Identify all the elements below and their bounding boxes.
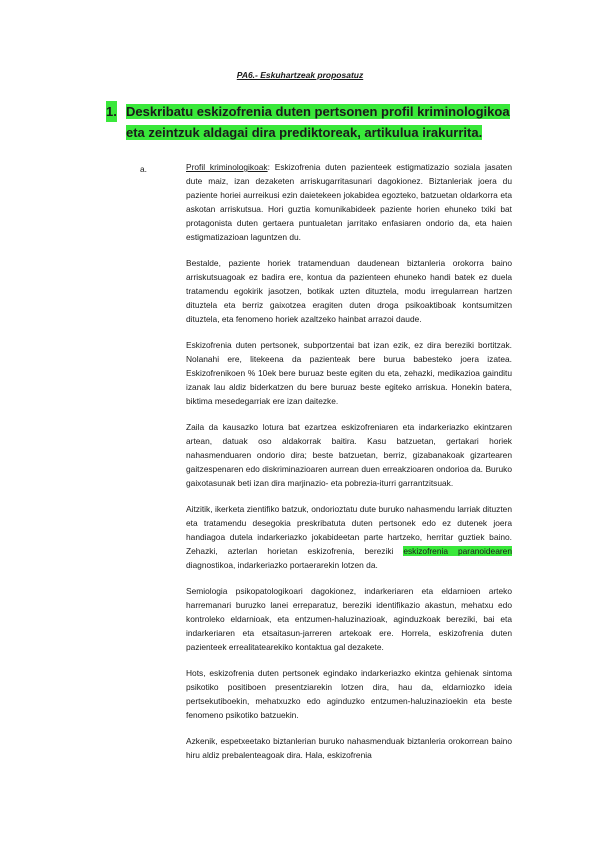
paragraph: Bestalde, paziente horiek tratamenduan daudenean biztanleria orokorra baino arriskutsuagoak ez badira ere, kontua da pazienteen ehuneko handi batek ez duela tratamendu egokirik jasotzen, botikak uzten dituztela, modu irregularrean hartzen dituztela eta berriz gaixotzea eragiten duten droga psikoaktiboak kontsumitzen dituztela, eta fenomeno horiek azaltzeko hainbat arrazoi daude. [186,258,512,324]
paragraph: Profil kriminologikoak: Eskizofrenia duten pazienteek estigmatizazio soziala jasaten dute maiz, izan dezaketen arriskugarritasunari dagokionez. Biztanleriak joera du paziente horiei aurreikusi ezin daietekeen jokabidea egozteko, batzuetan oldarkorra eta askotan arriskutsua. Hori guztia komunikabideek paziente horien ehuneko txiki bat protagonista duten gertaera puntualetan jarritako enfasiaren ondorio da, eta haien estigmatizazioan laguntzen du. [186,162,512,242]
paragraph: Azkenik, espetxeetako biztanlerian buruko nahasmenduak biztanleria orokorrean baino hiru aldiz prebalenteagoak dira. Hala, eskizofrenia [186,736,512,760]
paragraph: Semiologia psikopatologikoari dagokionez, indarkeriaren eta eldarnioen arteko harremanari buruzko lanei erreparatuz, bereziki identifikazio akastun, mehatxu edo kontroleko eldarnioak, eta entzumen-haluzinazioak, aginduzkoak bereziki, bai eta indarkeriaren eta etsaitasun-jarreren artekoak ere. Horrela, eskizofrenia duten pazienteek errealitatearekiko kontaktua gal dezakete. [186,586,512,652]
list-marker: a. [140,164,147,174]
paragraph: Zaila da kausazko lotura bat ezartzea eskizofreniaren eta indarkeriazko ekintzaren artean, datuak oso aldakorrak baitira. Kasu batzuetan, gertakari horiek nahasmenduaren ondorio dira; beste batzuetan, berriz, gizabanakoak gizartearen gaitzespenaren edo diskriminazioaren aurrean duen erreakzioaren ondorioa da. Buruko gaixotasunak beti izan dira marjinazio- eta pobrezia-iturri garrantzitsuak. [186,422,512,488]
document-title: PA6.- Eskuhartzeak proposatuz [236,70,364,80]
paragraph: Aitzitik, ikerketa zientifiko batzuk, ondorioztatu dute buruko nahasmendu larriak dituzten eta tratamendu desegokia preskribatuta duten pertsonek edo ez dutenek joera handiagoa dutela indarkeriazko jokabideetan parte hartzeko, herritar guztiek baino. Zehazki, azterlan horietan eskizofrenia, bereziki eskizofrenia paranoidearen diagnostikoa, indarkeriazko portaerarekin lotzen da. [186,504,512,570]
paragraph: Hots, eskizofrenia duten pertsonek egindako indarkeriazko ekintza gehienak sintoma psikotiko positiboen presentziarekin lotzen dira, hau da, eldarniozko ideia pertsekutiboekin, mehatxuzko edo aginduzko entzumen-haluzinazioekin eta beste fenomeno psikotiko batzuekin. [186,668,512,720]
question-number: 1. [106,101,117,122]
question-heading [106,101,526,143]
answer-body [186,160,512,774]
subheading: Profil kriminologikoak [186,162,268,172]
question-text: Deskribatu eskizofrenia duten pertsonen profil kriminologikoa eta zeintzuk aldagai dira prediktoreak, artikulua irakurrita. [126,104,510,140]
paragraph: Eskizofrenia duten pertsonek, subportzentai bat izan ezik, ez dira bereziki bortitzak. Nolanahi ere, litekeena da pazienteak bere burua babesteko joera izatea. Eskizofrenikoen % 10ek bere buruaz beste egiten du eta, zehazki, medikazioa gainditu izanak lau aldiz biderkatzen du bere buruaz beste egiteko arriskua. Honekin batera, biktima mesedegarriak ere izan daitezke. [186,340,512,406]
highlighted-term: eskizofrenia paranoidearen [403,546,512,556]
